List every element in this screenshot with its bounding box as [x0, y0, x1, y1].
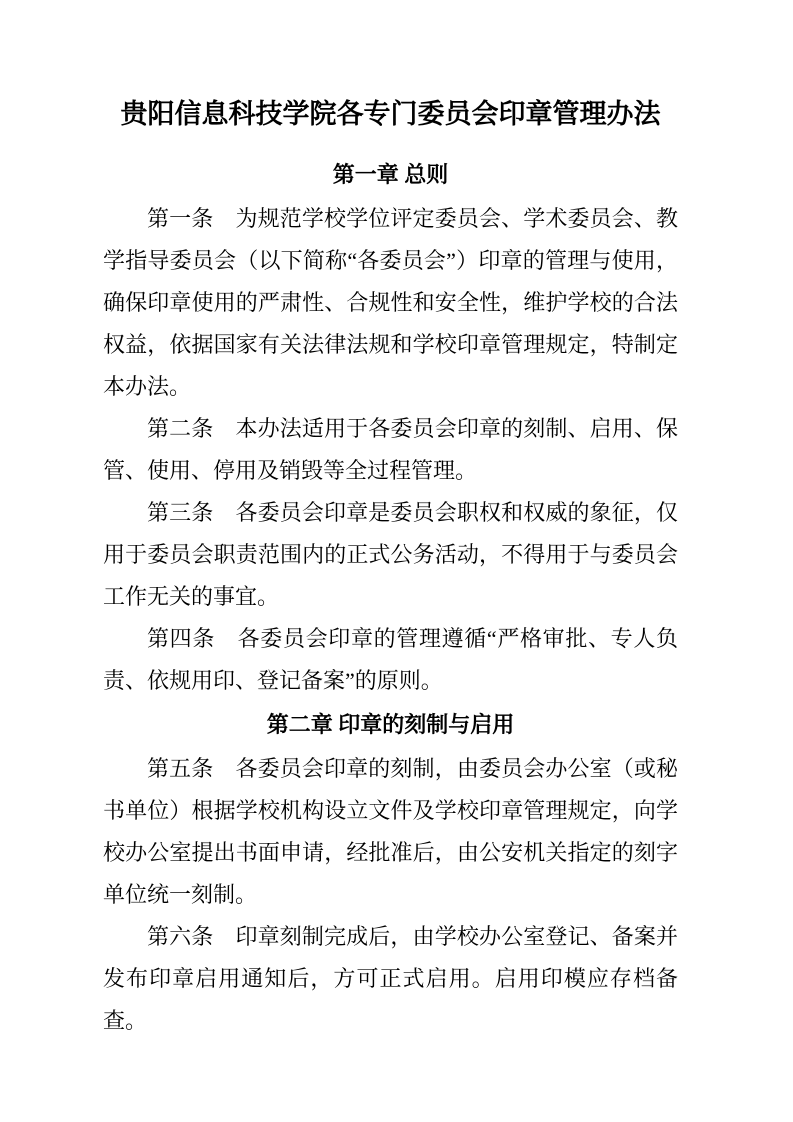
chapter-heading-1: 第一章 总则 — [332, 162, 449, 187]
article-paragraph-5: 第五条 各委员会印章的刻制，由委员会办公室（或秘书单位）根据学校机构设立文件及学校印章管理规定，向学校办公室提出书面申请，经批准后，由公安机关指定的刻字单位统一刻制。 — [103, 756, 678, 907]
document-title: 贵阳信息科技学院各专门委员会印章管理办法 — [120, 99, 661, 129]
chapter-heading-2: 第二章 印章的刻制与启用 — [266, 712, 515, 737]
article-paragraph-6: 第六条 印章刻制完成后，由学校办公室登记、备案并发布印章启用通知后，方可正式启用。启用印模应存档备查。 — [103, 924, 678, 1033]
article-paragraph-2: 第二条 本办法适用于各委员会印章的刻制、启用、保管、使用、停用及销毁等全过程管理。 — [103, 416, 678, 483]
article-paragraph-3: 第三条 各委员会印章是委员会职权和权威的象征，仅用于委员会职责范围内的正式公务活动，不得用于与委员会工作无关的事宜。 — [103, 500, 678, 609]
article-paragraph-4: 第四条 各委员会印章的管理遵循“严格审批、专人负责、依规用印、登记备案”的原则。 — [103, 626, 678, 693]
article-paragraph-1: 第一条 为规范学校学位评定委员会、学术委员会、教学指导委员会（以下简称“各委员会”）印章的管理与使用，确保印章使用的严肃性、合规性和安全性，维护学校的合法权益，依据国家有关法律法规和学校印章管理规定，特制定本办法。 — [103, 206, 678, 399]
